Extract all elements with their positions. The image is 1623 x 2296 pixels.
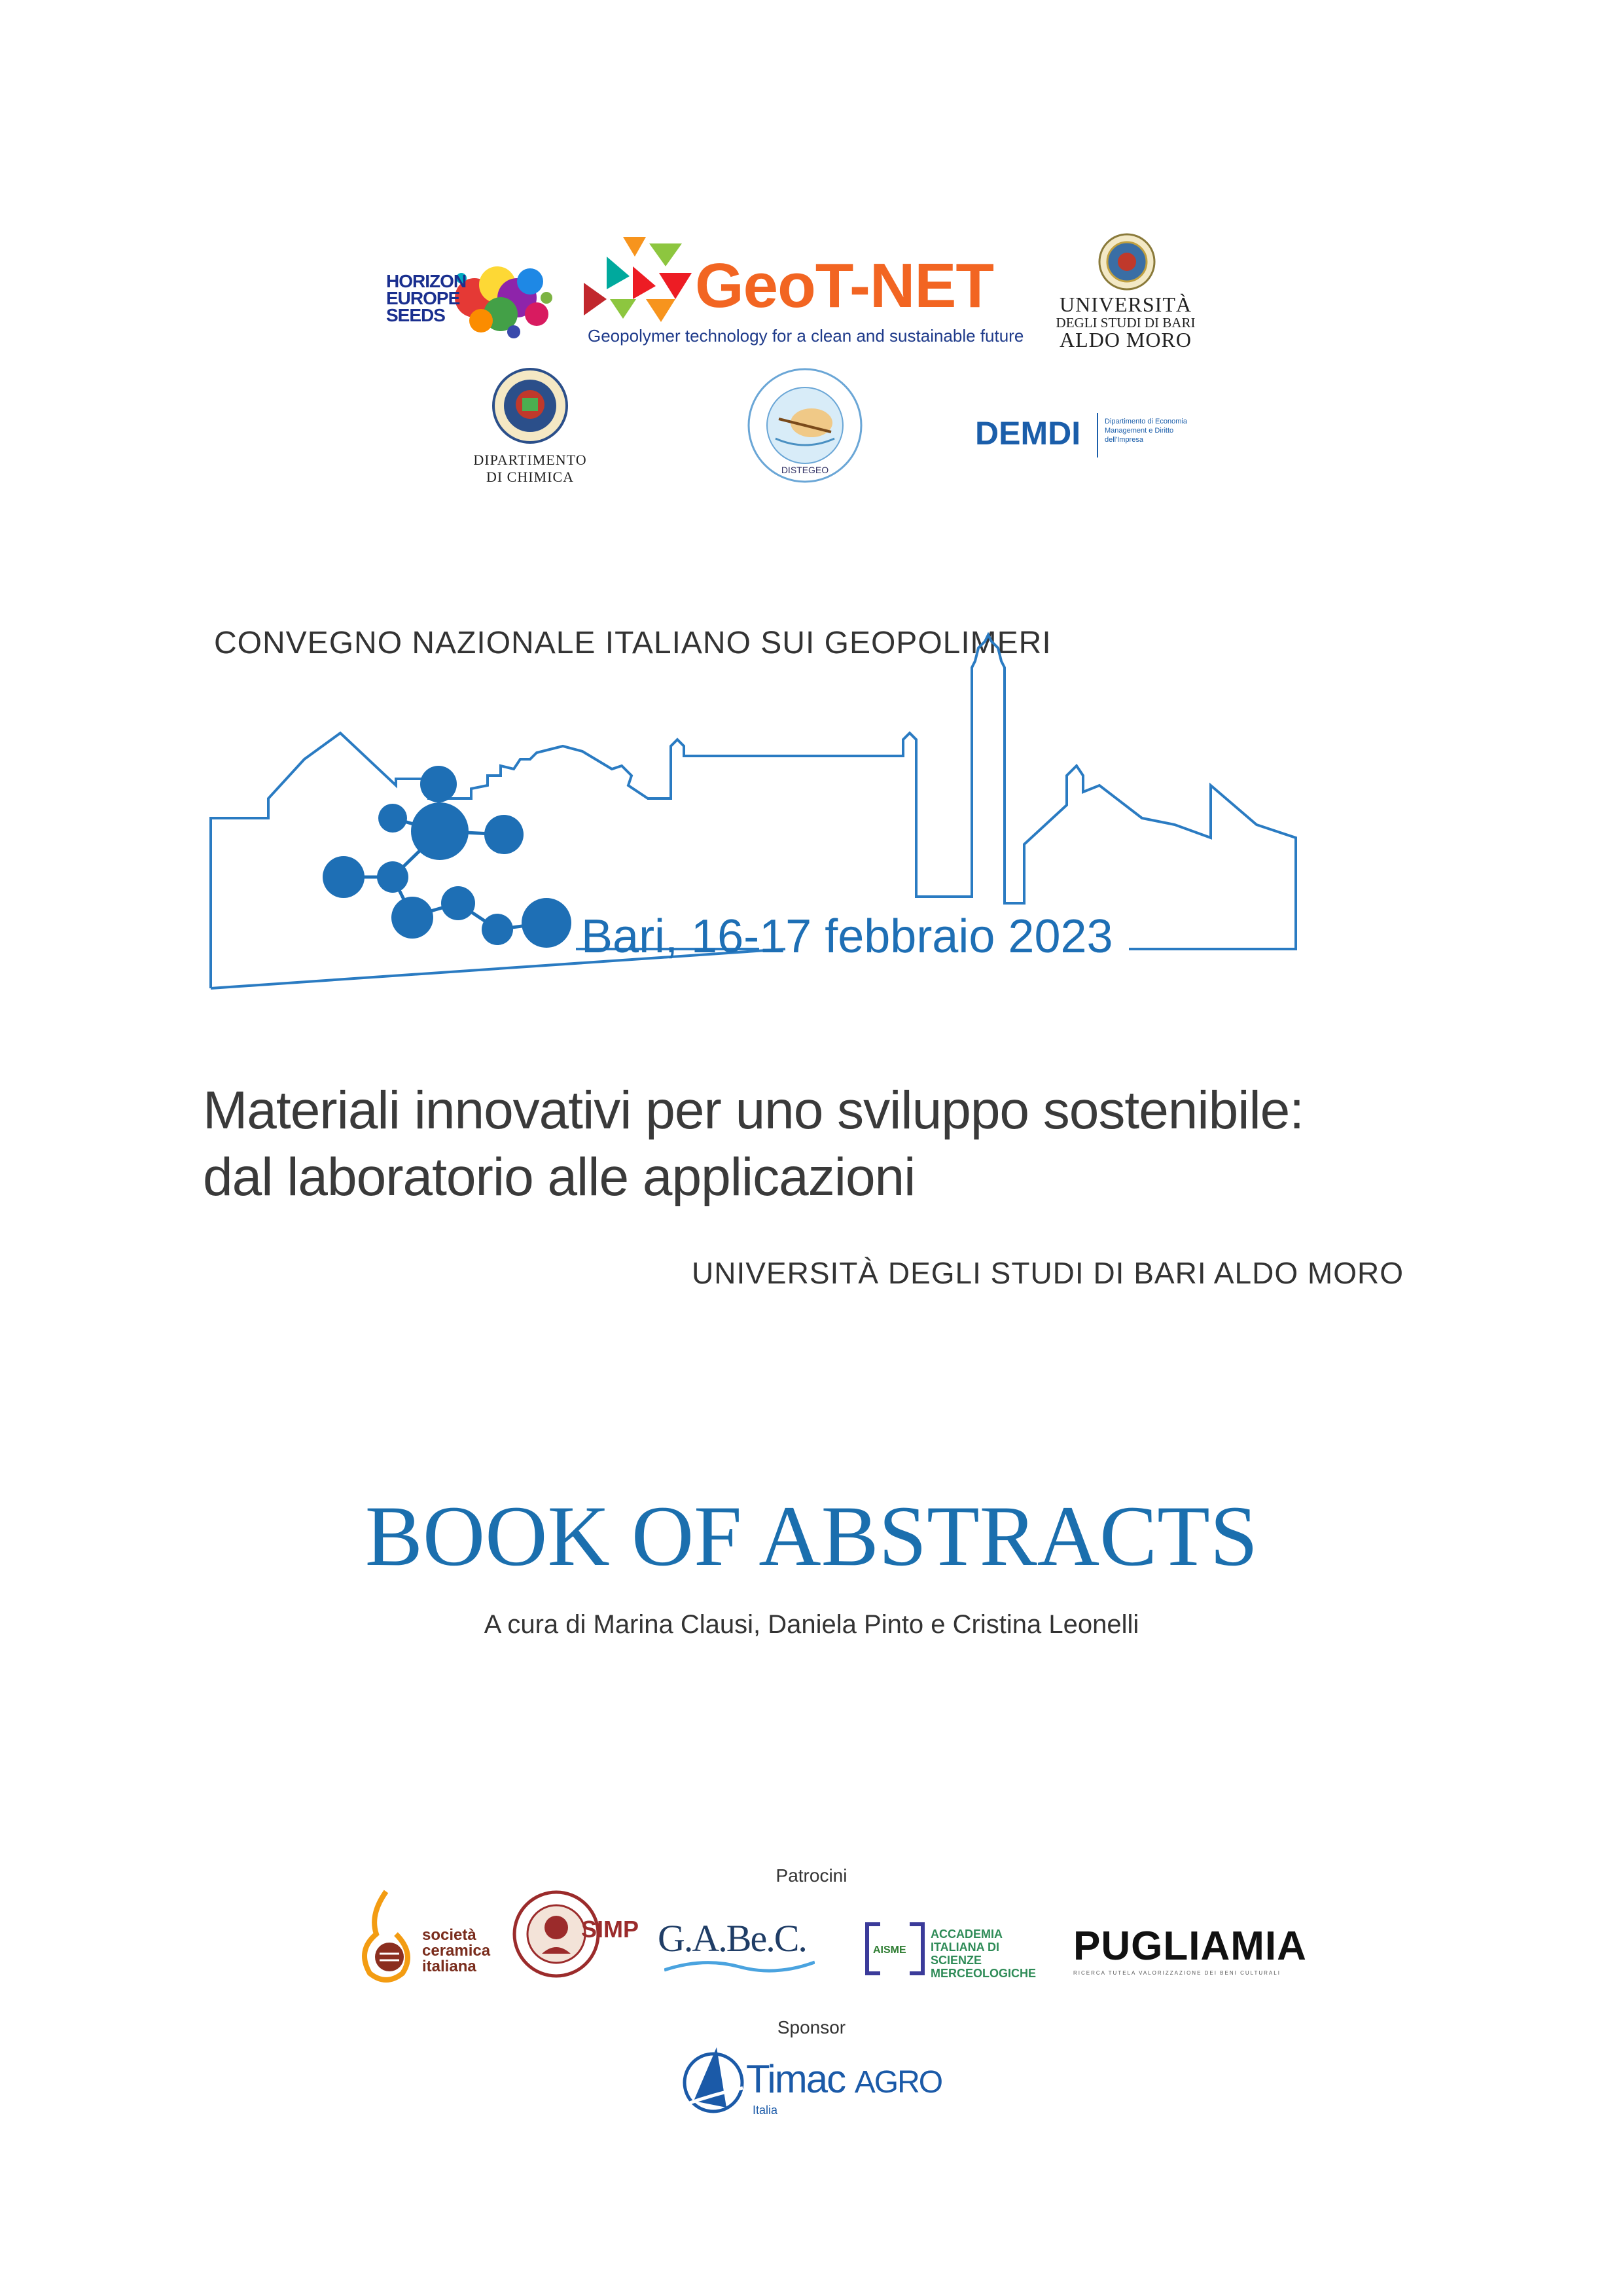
sponsor-label: Sponsor: [777, 2017, 846, 2037]
demdi-divider: [1097, 413, 1098, 457]
distegeo-logo: [746, 367, 864, 484]
horizon-text: HORIZON EUROPE SEEDS: [386, 271, 467, 325]
sci-line3: italiana: [422, 1958, 476, 1975]
geotnet-logo: [584, 237, 1024, 351]
geotnet-mark-icon: [584, 237, 695, 325]
event-date: Bari, 16-17 febbraio 2023: [581, 910, 1113, 963]
ceramic-vase-icon: [350, 1888, 422, 1986]
sci-line2: ceramica: [422, 1942, 491, 1960]
geotnet-name: GeoT-NET: [695, 251, 994, 321]
pugliamia-logo: [1073, 1918, 1307, 1977]
uniba-line1: UNIVERSITÀ: [1060, 293, 1192, 316]
demdi-sub: Dipartimento di Economia Management e Diritto dell'Impresa: [1105, 418, 1187, 444]
timac-name: Timac AGRO: [746, 2057, 942, 2101]
timac-sail-icon: [681, 2042, 746, 2117]
editors: A cura di Marina Clausi, Daniela Pinto e Cristina Leonelli: [484, 1610, 1139, 1639]
chimica-line2: DI CHIMICA: [486, 469, 575, 485]
chimica-seal-icon: [491, 367, 569, 445]
timac-agro-logo: [681, 2042, 949, 2121]
simp-logo: [510, 1882, 639, 1986]
simp-text: SIMP: [581, 1916, 639, 1943]
aisme-logo: [864, 1921, 1041, 1980]
distegeo-text: DISTEGEO: [781, 465, 829, 475]
uniba-line3: ALDO MORO: [1060, 328, 1192, 351]
aisme-name: ACCADEMIA ITALIANA DI SCIENZE MERCEOLOGICHE: [931, 1928, 1037, 1980]
university-name: UNIVERSITÀ DEGLI STUDI DI BARI ALDO MORO: [692, 1256, 1404, 1290]
subtitle-line1: Materiali innovativi per uno sviluppo sostenibile:: [203, 1081, 1304, 1140]
wave-icon: [664, 1957, 815, 1977]
horizon-europe-seeds-logo: [386, 259, 556, 344]
patrocini-label: Patrocini: [776, 1865, 847, 1886]
timac-country: Italia: [753, 2104, 778, 2117]
bari-skyline-illustration: [196, 602, 1427, 1060]
subtitle-line2: dal laboratorio alle applicazioni: [203, 1147, 916, 1207]
gabec-text: G.A.Be.C.: [658, 1917, 806, 1960]
conference-title: CONVEGNO NAZIONALE ITALIANO SUI GEOPOLIMERI: [214, 626, 1052, 660]
chimica-line1: DIPARTIMENTO: [473, 452, 587, 468]
demdi-logo: [975, 409, 1211, 461]
sci-line1: società: [422, 1926, 476, 1944]
pugliamia-text: PUGLIAMIA: [1073, 1924, 1307, 1969]
geotnet-tagline: Geopolymer technology for a clean and sustainable future: [588, 326, 1024, 346]
societa-ceramica-logo: [350, 1888, 491, 1986]
uniba-logo: [1050, 232, 1201, 350]
uniba-line2: DEGLI STUDI DI BARI: [1056, 315, 1196, 331]
pugliamia-sub: RICERCA TUTELA VALORIZZAZIONE DEI BENI CULTURALI: [1073, 1970, 1281, 1976]
demdi-name: DEMDI: [975, 415, 1081, 452]
dipartimento-chimica-logo: [468, 367, 592, 491]
book-title: BOOK OF ABSTRACTS: [365, 1488, 1258, 1584]
aisme-acronym: AISME: [873, 1945, 906, 1956]
uniba-seal-icon: [1097, 232, 1156, 291]
gabec-logo: [658, 1911, 818, 1983]
